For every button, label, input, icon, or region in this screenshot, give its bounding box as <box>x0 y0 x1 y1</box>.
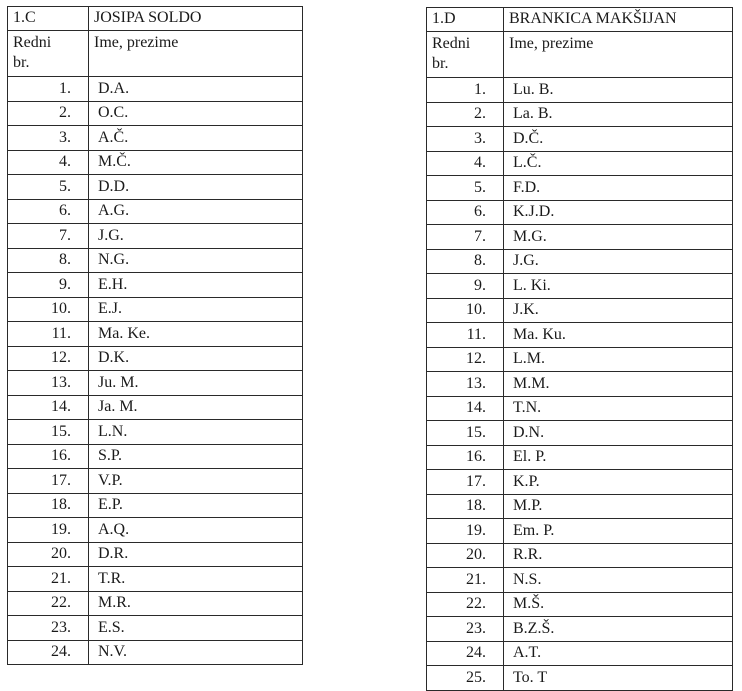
table-row <box>8 199 303 224</box>
table-row <box>427 445 733 470</box>
row-number: 4. <box>8 150 89 175</box>
table-row <box>427 323 733 348</box>
row-number: 17. <box>8 469 89 494</box>
table-row <box>427 666 733 691</box>
row-number: 1. <box>427 78 504 103</box>
number-column-header: Redni br. <box>432 35 471 72</box>
table-row <box>8 444 303 469</box>
row-number: 12. <box>427 347 504 372</box>
table-row <box>8 346 303 371</box>
student-initials: J.G. <box>89 224 303 249</box>
student-initials: L. Ki. <box>504 274 733 299</box>
row-number: 19. <box>8 518 89 543</box>
row-number: 10. <box>427 298 504 323</box>
row-number: 15. <box>427 421 504 446</box>
student-initials: M.Š. <box>504 592 733 617</box>
student-initials: E.P. <box>89 493 303 518</box>
column-header-row <box>427 32 733 78</box>
table-row <box>427 494 733 519</box>
student-initials: K.P. <box>504 470 733 495</box>
student-initials: D.K. <box>89 346 303 371</box>
student-initials: J.G. <box>504 249 733 274</box>
row-number: 22. <box>8 591 89 616</box>
student-initials: El. P. <box>504 445 733 470</box>
row-number: 8. <box>427 249 504 274</box>
row-number: 13. <box>427 372 504 397</box>
student-initials: F.D. <box>504 176 733 201</box>
row-number: 23. <box>8 616 89 641</box>
student-initials: D.R. <box>89 542 303 567</box>
row-number: 6. <box>8 199 89 224</box>
row-number: 7. <box>8 224 89 249</box>
row-number: 18. <box>8 493 89 518</box>
student-initials: O.C. <box>89 101 303 126</box>
student-initials: D.A. <box>89 77 303 102</box>
row-number: 13. <box>8 371 89 396</box>
table-row <box>427 176 733 201</box>
number-column-header: Redni br. <box>13 34 52 71</box>
table-row <box>427 470 733 495</box>
student-initials: N.S. <box>504 568 733 593</box>
student-initials: K.J.D. <box>504 200 733 225</box>
row-number: 14. <box>8 395 89 420</box>
student-initials: E.J. <box>89 297 303 322</box>
class-label: 1.D <box>432 10 456 27</box>
table-row <box>8 371 303 396</box>
teacher-name: JOSIPA SOLDO <box>94 9 202 26</box>
row-number: 8. <box>8 248 89 273</box>
teacher-name-cell <box>89 7 303 31</box>
student-initials: Ma. Ke. <box>89 322 303 347</box>
table-row <box>427 372 733 397</box>
table-row <box>427 78 733 103</box>
row-number: 22. <box>427 592 504 617</box>
table-row <box>427 249 733 274</box>
student-initials: M.Č. <box>89 150 303 175</box>
student-initials: M.R. <box>89 591 303 616</box>
student-initials: Em. P. <box>504 519 733 544</box>
student-initials: A.Č. <box>89 126 303 151</box>
row-number: 18. <box>427 494 504 519</box>
row-number: 24. <box>8 640 89 665</box>
table-row <box>8 150 303 175</box>
table-title-row <box>8 7 303 31</box>
student-initials: L.M. <box>504 347 733 372</box>
table-title-row <box>427 8 733 32</box>
table-row <box>8 591 303 616</box>
table-row <box>8 101 303 126</box>
table-row <box>8 175 303 200</box>
student-initials: To. T <box>504 666 733 691</box>
teacher-name-cell <box>504 8 733 32</box>
row-number: 23. <box>427 617 504 642</box>
number-header-cell <box>427 32 504 78</box>
column-header-row <box>8 31 303 77</box>
table-row <box>8 567 303 592</box>
student-initials: E.S. <box>89 616 303 641</box>
table-row <box>8 248 303 273</box>
class-label-cell <box>8 7 89 31</box>
student-initials: N.V. <box>89 640 303 665</box>
table-row <box>8 469 303 494</box>
class-1d-table <box>426 7 733 691</box>
table-row <box>8 322 303 347</box>
table-row <box>427 396 733 421</box>
student-initials: M.M. <box>504 372 733 397</box>
name-column-header: Ime, prezime <box>509 35 594 52</box>
table-row <box>427 421 733 446</box>
student-initials: A.G. <box>89 199 303 224</box>
table-row <box>427 519 733 544</box>
student-initials: T.N. <box>504 396 733 421</box>
class-label: 1.C <box>13 9 36 26</box>
student-initials: J.K. <box>504 298 733 323</box>
row-number: 1. <box>8 77 89 102</box>
student-initials: V.P. <box>89 469 303 494</box>
row-number: 5. <box>427 176 504 201</box>
row-number: 7. <box>427 225 504 250</box>
table-row <box>427 568 733 593</box>
table-row <box>8 493 303 518</box>
row-number: 25. <box>427 666 504 691</box>
table-row <box>427 274 733 299</box>
student-initials: A.T. <box>504 641 733 666</box>
table-row <box>427 543 733 568</box>
row-number: 2. <box>8 101 89 126</box>
table-row <box>8 297 303 322</box>
table-row <box>8 640 303 665</box>
row-number: 15. <box>8 420 89 445</box>
table-row <box>427 298 733 323</box>
name-header-cell <box>504 32 733 78</box>
student-initials: L.N. <box>89 420 303 445</box>
student-initials: La. B. <box>504 102 733 127</box>
student-initials: M.P. <box>504 494 733 519</box>
table-row <box>427 592 733 617</box>
row-number: 3. <box>8 126 89 151</box>
row-number: 2. <box>427 102 504 127</box>
row-number: 12. <box>8 346 89 371</box>
row-number: 16. <box>427 445 504 470</box>
table-row <box>8 420 303 445</box>
row-number: 21. <box>8 567 89 592</box>
table-row <box>427 225 733 250</box>
table-row <box>8 273 303 298</box>
row-number: 9. <box>427 274 504 299</box>
row-number: 14. <box>427 396 504 421</box>
student-initials: Lu. B. <box>504 78 733 103</box>
row-number: 21. <box>427 568 504 593</box>
table-row <box>427 127 733 152</box>
class-label-cell <box>427 8 504 32</box>
row-number: 6. <box>427 200 504 225</box>
row-number: 20. <box>427 543 504 568</box>
row-number: 16. <box>8 444 89 469</box>
table-row <box>427 347 733 372</box>
student-initials: M.G. <box>504 225 733 250</box>
row-number: 11. <box>8 322 89 347</box>
student-initials: Ju. M. <box>89 371 303 396</box>
student-initials: Ja. M. <box>89 395 303 420</box>
student-initials: T.R. <box>89 567 303 592</box>
table-row <box>427 151 733 176</box>
student-initials: B.Z.Š. <box>504 617 733 642</box>
table-row <box>8 542 303 567</box>
student-initials: R.R. <box>504 543 733 568</box>
name-column-header: Ime, prezime <box>94 34 179 51</box>
table-row <box>427 641 733 666</box>
table-row <box>8 518 303 543</box>
table-row <box>8 395 303 420</box>
row-number: 19. <box>427 519 504 544</box>
table-row <box>427 102 733 127</box>
student-initials: D.N. <box>504 421 733 446</box>
row-number: 9. <box>8 273 89 298</box>
student-initials: D.D. <box>89 175 303 200</box>
table-row <box>427 200 733 225</box>
row-number: 5. <box>8 175 89 200</box>
student-initials: D.Č. <box>504 127 733 152</box>
table-row <box>8 126 303 151</box>
student-initials: E.H. <box>89 273 303 298</box>
student-initials: L.Č. <box>504 151 733 176</box>
row-number: 17. <box>427 470 504 495</box>
student-initials: S.P. <box>89 444 303 469</box>
row-number: 20. <box>8 542 89 567</box>
name-header-cell <box>89 31 303 77</box>
student-initials: A.Q. <box>89 518 303 543</box>
table-row <box>8 77 303 102</box>
student-initials: N.G. <box>89 248 303 273</box>
student-initials: Ma. Ku. <box>504 323 733 348</box>
row-number: 11. <box>427 323 504 348</box>
row-number: 3. <box>427 127 504 152</box>
table-row <box>8 224 303 249</box>
row-number: 4. <box>427 151 504 176</box>
row-number: 10. <box>8 297 89 322</box>
row-number: 24. <box>427 641 504 666</box>
teacher-name: BRANKICA MAKŠIJAN <box>509 10 677 27</box>
table-row <box>427 617 733 642</box>
table-row <box>8 616 303 641</box>
number-header-cell <box>8 31 89 77</box>
class-1c-table <box>7 6 303 665</box>
